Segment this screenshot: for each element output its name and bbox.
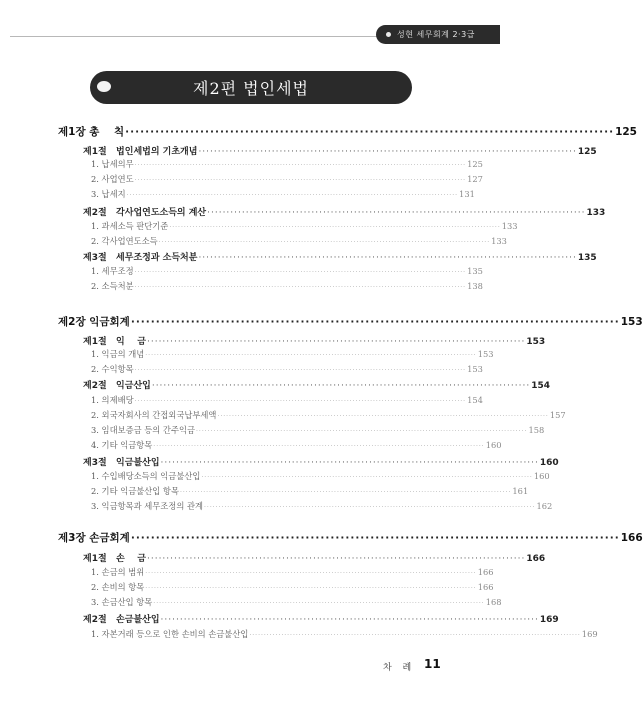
toc-item-title: 2. 소득처분 (91, 281, 134, 291)
dot-leader: ·················································································································· (134, 269, 467, 276)
toc-section-title: 제1절 법인세법의 기초개념 (83, 147, 198, 157)
toc-item-title: 1. 손금의 범위 (91, 567, 145, 577)
dot-leader: ·································································································· (160, 615, 539, 625)
toc-item[interactable] (91, 596, 502, 610)
dot-leader: ·································································································· (198, 147, 577, 157)
toc-item[interactable] (91, 348, 494, 362)
dot-leader: ·················································································································· (134, 284, 467, 291)
banner-ornament-icon (97, 81, 111, 92)
toc-page-number: 131 (459, 189, 475, 199)
toc-item-title: 1. 익금의 개념 (91, 349, 145, 359)
toc-item-title: 1. 납세의무 (91, 159, 134, 169)
toc-page-number: 133 (586, 208, 606, 218)
toc-page-number: 138 (467, 281, 483, 291)
toc-page-number: 133 (491, 236, 507, 246)
dot-leader: ·················································································································· (196, 428, 528, 435)
toc-item[interactable] (91, 581, 494, 595)
toc-page-number: 135 (467, 266, 483, 276)
dot-leader: ·················································································································· (217, 413, 549, 420)
toc-item-title: 2. 수익항목 (91, 364, 134, 374)
toc-section[interactable] (83, 334, 546, 348)
toc-chapter[interactable] (58, 314, 643, 328)
toc-page-number: 153 (477, 349, 494, 359)
toc-page-number: 125 (577, 147, 597, 157)
toc-page-number: 154 (467, 395, 483, 405)
toc-page-number: 125 (467, 159, 483, 169)
toc-page-number: 127 (467, 174, 483, 184)
dot-leader: ·································································································· (125, 126, 615, 138)
toc-section[interactable] (83, 612, 559, 626)
dot-leader: ·················································································································· (134, 162, 467, 169)
dot-leader: ·································································································· (130, 532, 620, 544)
toc-page-number: 158 (528, 425, 545, 435)
toc-item[interactable] (91, 566, 494, 580)
toc-item[interactable] (91, 439, 502, 453)
dot-leader: ·················································································································· (201, 474, 533, 481)
toc-item-title: 2. 각사업연도소득 (91, 236, 158, 246)
toc-chapter[interactable] (58, 124, 637, 138)
toc-item-title: 2. 손비의 항목 (91, 582, 145, 592)
dot-leader: ·································································································· (151, 381, 531, 391)
toc-item-title: 1. 과세소득 판단기준 (91, 221, 169, 231)
book-title: 성현 세무회계 2·3급 (397, 30, 475, 39)
toc-page-number: 153 (620, 316, 643, 328)
toc-page-number: 162 (536, 501, 553, 511)
toc-item-title: 2. 사업연도 (91, 174, 134, 184)
toc-page-number: 161 (512, 486, 529, 496)
toc-section-title: 제1절 손 금 (83, 554, 146, 564)
dot-leader: ·················································································································· (134, 177, 467, 184)
toc-page-number: 133 (501, 221, 518, 231)
dot-leader: ·································································································· (146, 554, 526, 564)
toc-item-title: 1. 자본거래 등으로 인한 손비의 손금불산입 (91, 629, 249, 639)
toc-section-title: 제2절 손금불산입 (83, 615, 160, 625)
toc-item-title: 1. 세무조정 (91, 266, 134, 276)
dot-leader: ·················································································································· (134, 398, 467, 405)
toc-section-title: 제2절 익금산입 (83, 381, 151, 391)
toc-section[interactable] (83, 378, 550, 392)
toc-item[interactable] (91, 424, 545, 438)
dot-leader: ·················································································································· (153, 443, 485, 450)
toc-item-title: 3. 익금항목과 세무조정의 관계 (91, 501, 204, 511)
toc-section-title: 제3절 익금불산입 (83, 458, 160, 468)
toc-page-number: 153 (467, 364, 483, 374)
toc-page-number: 166 (477, 582, 494, 592)
toc-item[interactable] (91, 409, 566, 423)
header-rule (10, 36, 385, 37)
toc-chapter[interactable] (58, 530, 643, 544)
toc-item-title: 2. 외국자회사의 간접외국납부세액 (91, 410, 217, 420)
toc-section[interactable] (83, 205, 606, 219)
toc-item[interactable] (91, 235, 507, 249)
toc-page-number: 135 (577, 253, 597, 263)
toc-section-title: 제3절 세무조정과 소득처분 (83, 253, 198, 263)
dot-leader: ·················································································································· (126, 192, 459, 199)
dot-leader: ·································································································· (146, 337, 526, 347)
toc-section-title: 제1절 익 금 (83, 337, 146, 347)
dot-leader: ·································································································· (198, 253, 577, 263)
page-number: 11 (424, 657, 441, 671)
toc-chapter-title: 제3장 손금회계 (58, 532, 130, 544)
toc-item[interactable] (91, 470, 550, 484)
toc-item-title: 3. 손금산입 항목 (91, 597, 153, 607)
toc-item[interactable] (91, 628, 598, 642)
toc-item-title: 3. 납세지 (91, 189, 126, 199)
dot-leader: ·································································································· (160, 458, 539, 468)
toc-section[interactable] (83, 551, 546, 565)
toc-section[interactable] (83, 250, 597, 264)
dot-leader: ·················································································································· (145, 585, 477, 592)
dot-leader: ·················································································································· (179, 489, 512, 496)
toc-item[interactable] (91, 500, 553, 514)
toc-section[interactable] (83, 144, 597, 158)
dot-leader: ·················································································································· (169, 224, 501, 231)
toc-page-number: 153 (526, 337, 546, 347)
dot-leader: ·················································································································· (145, 352, 477, 359)
bullet-icon (386, 32, 391, 37)
book-title-tab (376, 25, 500, 44)
toc-page-number: 169 (539, 615, 559, 625)
footer-label: 차 례 (383, 663, 416, 673)
toc-item[interactable] (91, 173, 483, 187)
toc-item-title: 4. 기타 익금항목 (91, 440, 153, 450)
toc-page-number: 168 (485, 597, 502, 607)
toc-page-number: 157 (549, 410, 566, 420)
toc-page-number: 166 (526, 554, 546, 564)
toc-chapter-title: 제2장 익금회계 (58, 316, 130, 328)
toc-item-title: 2. 기타 익금불산입 항목 (91, 486, 179, 496)
toc-chapter-title: 제1장 총 칙 (58, 126, 125, 138)
part-title: 제2편 법인세법 (192, 79, 309, 98)
toc-page-number: 166 (477, 567, 494, 577)
dot-leader: ·················································································································· (204, 504, 536, 511)
toc-item[interactable] (91, 188, 475, 202)
toc-item-title: 1. 의제배당 (91, 395, 134, 405)
toc-page-number: 154 (531, 381, 550, 391)
toc-page-number: 160 (539, 458, 559, 468)
toc-page-number: 169 (581, 629, 598, 639)
toc-item[interactable] (91, 394, 483, 408)
dot-leader: ·················································································································· (134, 367, 467, 374)
dot-leader: ·················································································································· (158, 239, 491, 246)
dot-leader: ·································································································· (207, 208, 586, 218)
toc-item[interactable] (91, 265, 483, 279)
dot-leader: ·················································································································· (145, 570, 477, 577)
toc-page-number: 166 (620, 532, 643, 544)
toc-page-number: 160 (485, 440, 502, 450)
toc-item[interactable] (91, 485, 529, 499)
toc-item[interactable] (91, 280, 483, 294)
toc-item-title: 3. 임대보증금 등의 간주익금 (91, 425, 195, 435)
toc-section-title: 제2절 각사업연도소득의 계산 (83, 208, 207, 218)
toc-item[interactable] (91, 363, 483, 377)
dot-leader: ·································································································· (130, 316, 620, 328)
toc-page-number: 160 (533, 471, 550, 481)
toc-item[interactable] (91, 158, 483, 172)
dot-leader: ·················································································································· (249, 632, 581, 639)
dot-leader: ·················································································································· (153, 600, 485, 607)
toc-item[interactable] (91, 220, 518, 234)
toc-page-number: 125 (615, 126, 637, 138)
toc-section[interactable] (83, 455, 559, 469)
part-title-banner (90, 71, 412, 104)
toc-item-title: 1. 수입배당소득의 익금불산입 (91, 471, 201, 481)
